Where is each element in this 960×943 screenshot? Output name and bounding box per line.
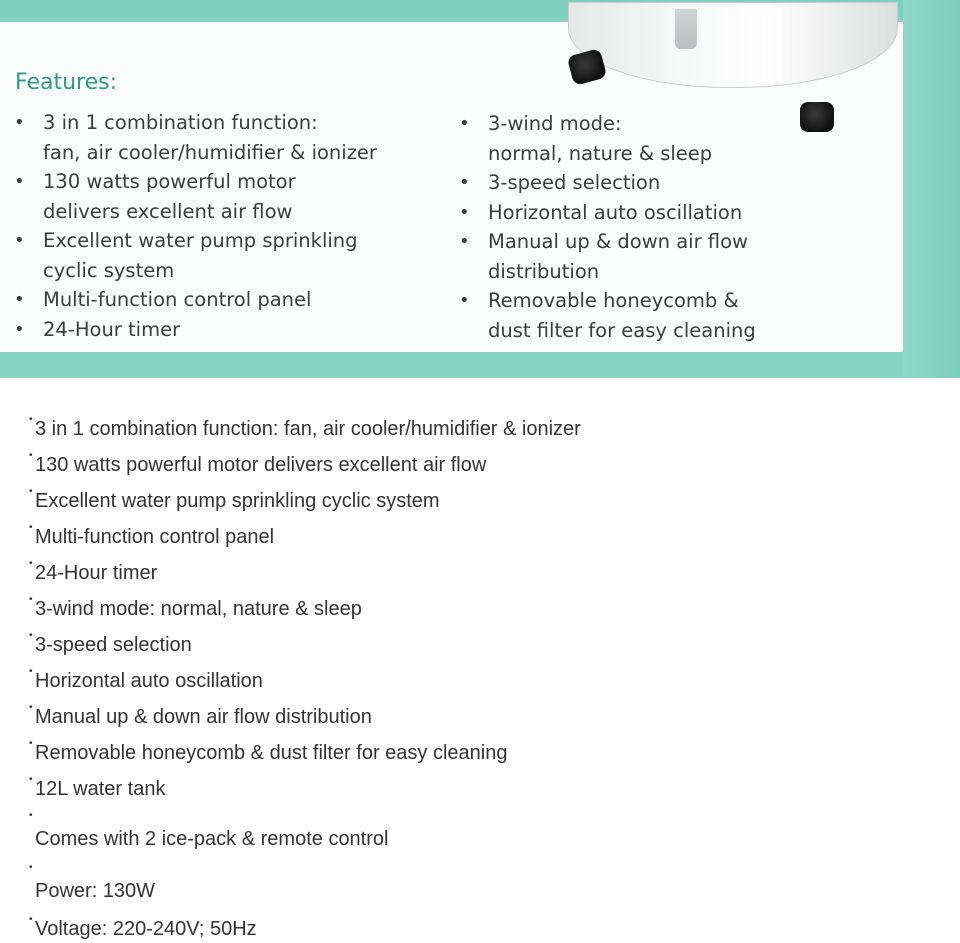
list-item-text: Comes with 2 ice-pack & remote control <box>35 828 389 850</box>
banner-right-edge <box>903 0 960 378</box>
list-item-text: Excellent water pump sprinkling cyclic system <box>35 490 440 512</box>
list-item-text: Power: 130W <box>35 880 156 902</box>
bullet-icon: • <box>29 594 33 605</box>
list-item-text: Horizontal auto oscillation <box>35 670 263 692</box>
list-item-text: Removable honeycomb & dust filter for easy cleaning <box>35 742 508 764</box>
water-level-window <box>675 9 697 49</box>
list-item <box>29 914 929 943</box>
bullet-icon: • <box>29 486 33 497</box>
feature-item: • Excellent water pump sprinkling cyclic system <box>14 226 434 285</box>
feature-item: • Horizontal auto oscillation <box>459 198 879 228</box>
list-item-text: 24-Hour timer <box>35 562 158 584</box>
feature-item: • 3-wind mode: normal, nature & sleep <box>459 109 879 168</box>
list-item-text: 12L water tank <box>35 778 166 800</box>
list-item <box>29 702 929 738</box>
features-panel <box>0 22 903 352</box>
list-item <box>29 666 929 702</box>
feature-item: • Manual up & down air flow distribution <box>459 227 879 286</box>
feature-item: • Multi-function control panel <box>14 285 434 315</box>
bullet-icon: • <box>29 414 33 425</box>
bullet-icon: • <box>29 738 33 749</box>
list-item-text: 3 in 1 combination function: fan, air cooler/humidifier & ionizer <box>35 418 581 440</box>
air-cooler-product-graphic <box>560 2 910 122</box>
list-item <box>29 486 929 522</box>
list-item <box>29 774 929 810</box>
list-item <box>29 594 929 630</box>
list-item <box>29 414 929 450</box>
feature-item: • 3 in 1 combination function: fan, air cooler/humidifier & ionizer <box>14 108 434 167</box>
list-item <box>29 558 929 594</box>
features-left-column <box>14 108 434 344</box>
bullet-icon: • <box>29 702 33 713</box>
bullet-icon: • <box>29 522 33 533</box>
features-right-column <box>459 109 879 345</box>
bullet-icon: • <box>29 450 33 461</box>
bullet-icon: • <box>29 558 33 569</box>
bullet-icon: • <box>29 630 33 641</box>
bullet-icon: • <box>29 666 33 677</box>
list-item <box>29 630 929 666</box>
cooler-body <box>568 2 898 88</box>
list-item-text: Multi-function control panel <box>35 526 275 548</box>
list-item-text: Manual up & down air flow distribution <box>35 706 372 728</box>
feature-item: • Removable honeycomb & dust filter for easy cleaning <box>459 286 879 345</box>
list-item <box>29 862 929 914</box>
list-item <box>29 738 929 774</box>
specification-list <box>29 414 929 943</box>
list-item <box>29 810 929 862</box>
feature-item: • 24-Hour timer <box>14 315 434 345</box>
bullet-icon: • <box>29 862 33 873</box>
list-item-text: 3-speed selection <box>35 634 192 656</box>
feature-item: • 3-speed selection <box>459 168 879 198</box>
bullet-icon: • <box>29 810 33 821</box>
bullet-icon: • <box>29 774 33 785</box>
list-item-text: 3-wind mode: normal, nature & sleep <box>35 598 362 620</box>
caster-wheel-icon <box>567 48 608 86</box>
list-item <box>29 522 929 558</box>
list-item-text: 130 watts powerful motor delivers excellent air flow <box>35 454 487 476</box>
list-item <box>29 450 929 486</box>
features-heading: Features: <box>15 70 118 95</box>
list-item-text: Voltage: 220-240V; 50Hz <box>35 918 257 940</box>
bullet-icon: • <box>29 914 33 925</box>
product-banner-image <box>0 0 960 378</box>
feature-item: • 130 watts powerful motor delivers excellent air flow <box>14 167 434 226</box>
